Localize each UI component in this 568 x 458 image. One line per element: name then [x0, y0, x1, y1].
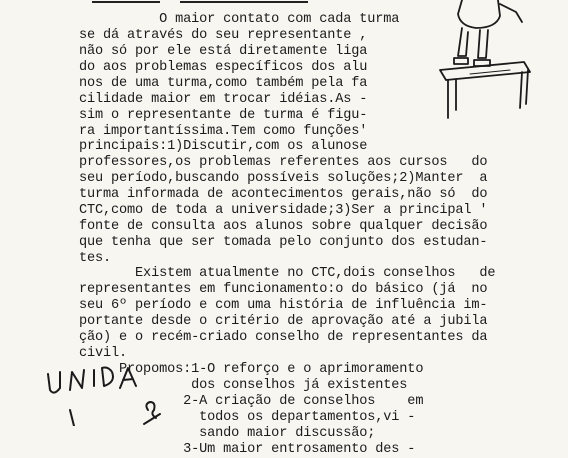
- body-line: O maior contato com cada turma: [79, 12, 400, 27]
- body-line: turma informada de acontecimentos gerais,não só do: [79, 187, 488, 202]
- body-line: seu 6º período e com uma história de influência im-: [79, 298, 488, 313]
- body-line: Existem atualmente no CTC,dois conselhos de: [79, 266, 496, 281]
- body-line: 3-Um maior entrosamento des -: [79, 442, 416, 457]
- body-line: ção) e o recém-criado conselho de representantes da: [79, 330, 488, 345]
- body-line: nos de uma turma,como também pela fa: [79, 76, 368, 91]
- body-line: tes.: [79, 251, 112, 266]
- unida-handwritten-doodle: [40, 360, 180, 426]
- body-line: fonte de consulta aos alunos sobre qualquer decisão: [79, 219, 488, 234]
- body-line: seu período,buscando possíveis soluções;2)Manter a: [79, 171, 488, 186]
- body-line: Propomos:1-O reforço e o aprimoramento: [79, 362, 424, 377]
- body-line: não só por ele está diretamente liga: [79, 44, 368, 59]
- body-line: sim o representante de turma é figu-: [79, 108, 368, 123]
- body-line: professores,os problemas referentes aos cursos do: [79, 155, 488, 170]
- body-line: principais:1)Discutir,com os alunose: [79, 139, 368, 154]
- body-line: se dá através do seu representante ,: [79, 28, 368, 43]
- body-line: ra importantíssima.Tem como funções': [79, 124, 368, 139]
- body-line: do aos problemas específicos dos alu: [79, 60, 368, 75]
- body-line: 2-A criação de conselhos em: [79, 394, 424, 409]
- body-line: cilidade maior em trocar idéias.As -: [79, 92, 368, 107]
- body-line: todos os departamentos,vi -: [79, 410, 416, 425]
- top-rule-right: [180, 1, 308, 3]
- body-line: representantes em funcionamento:o do básico (já no: [79, 282, 488, 297]
- body-line: sando maior discussão;: [79, 426, 376, 441]
- body-line: CTC,como de toda a universidade;3)Ser a principal ': [79, 203, 488, 218]
- top-rule-left: [92, 1, 160, 3]
- body-line: civil.: [79, 346, 128, 361]
- body-line: portante desde o critério de aprovação até a jubila: [79, 314, 488, 329]
- body-line: dos conselhos já existentes: [79, 378, 408, 393]
- cartoon-figure-on-table-illustration: [400, 0, 568, 125]
- body-line: que tenha que ser tomada pelo conjunto dos estudan-: [79, 235, 488, 250]
